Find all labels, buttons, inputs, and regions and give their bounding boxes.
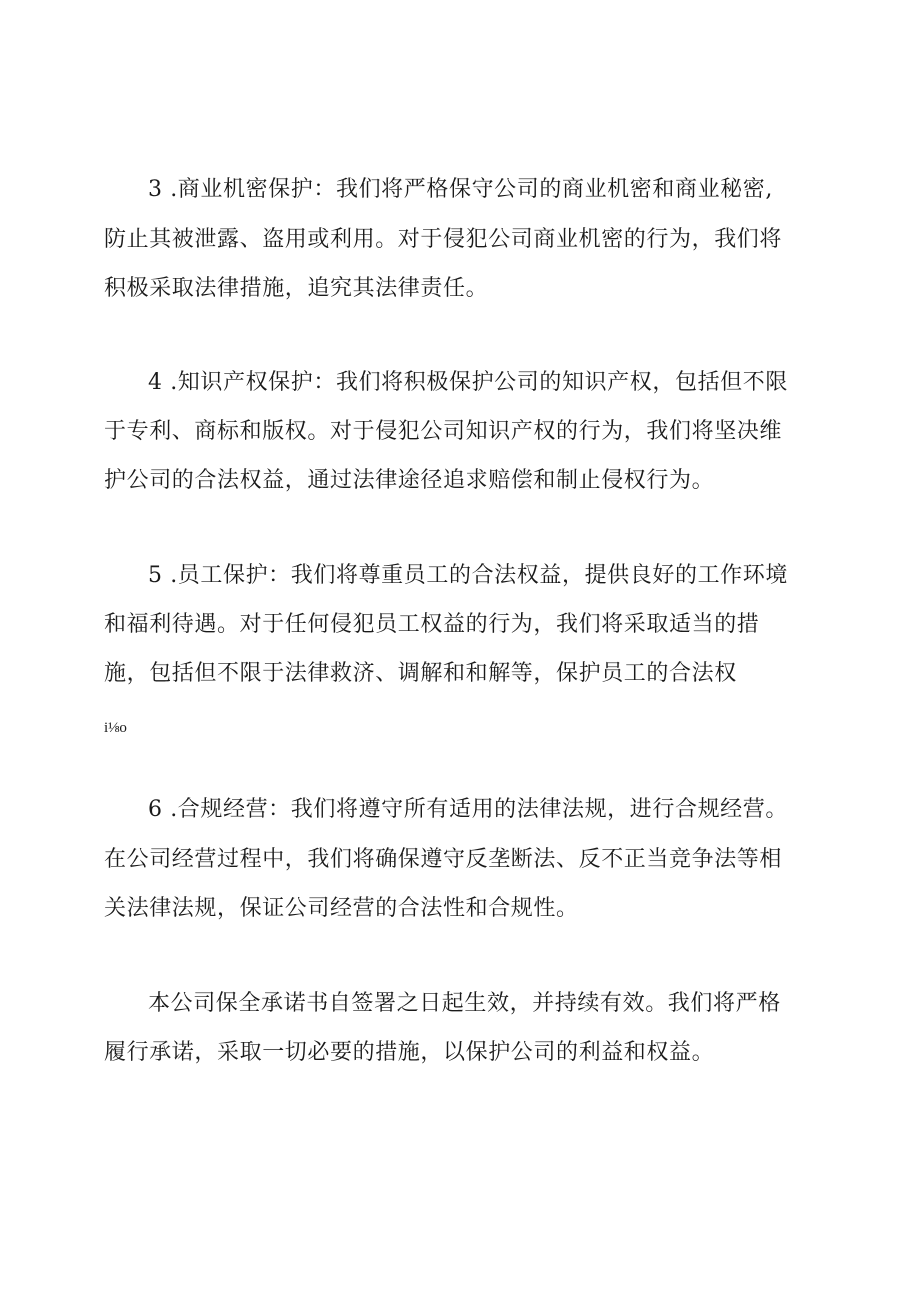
paragraph-line: 施，包括但不限于法律救济、调解和和解等，保护员工的合法权 bbox=[104, 661, 737, 686]
paragraph-line: 3 .商业机密保护：我们将严格保守公司的商业机密和商业秘密, bbox=[148, 177, 773, 202]
garbled-text-fragment: i⅛o bbox=[104, 720, 127, 736]
paragraph-line: 5 .员工保护：我们将尊重员工的合法权益，提供良好的工作环境 bbox=[148, 563, 788, 588]
paragraph-line: 本公司保全承诺书自签署之日起生效，并持续有效。我们将严格 bbox=[148, 991, 781, 1016]
paragraph-line: 在公司经营过程中，我们将确保遵守反垄断法、反不正当竞争法等相 bbox=[104, 847, 783, 872]
paragraph-line: 关法律法规，保证公司经营的合法性和合规性。 bbox=[104, 896, 579, 921]
paragraph-line: 积极采取法律措施，追究其法律责任。 bbox=[104, 276, 489, 301]
paragraph-line: 于专利、商标和版权。对于侵犯公司知识产权的行为，我们将坚决维 bbox=[104, 419, 783, 444]
paragraph-line: 和福利待遇。对于任何侵犯员工权益的行为，我们将采取适当的措 bbox=[104, 612, 760, 637]
paragraph-line: 防止其被泄露、盗用或利用。对于侵犯公司商业机密的行为，我们将 bbox=[104, 227, 783, 252]
paragraph-line: 履行承诺，采取一切必要的措施，以保护公司的利益和权益。 bbox=[104, 1040, 715, 1065]
paragraph-line: 护公司的合法权益，通过法律途径追求赔偿和制止侵权行为。 bbox=[104, 468, 715, 493]
paragraph-line: 4 .知识产权保护：我们将积极保护公司的知识产权，包括但不限 bbox=[148, 370, 788, 395]
paragraph-line: 6 .合规经营：我们将遵守所有适用的法律法规，进行合规经营。 bbox=[148, 797, 788, 822]
